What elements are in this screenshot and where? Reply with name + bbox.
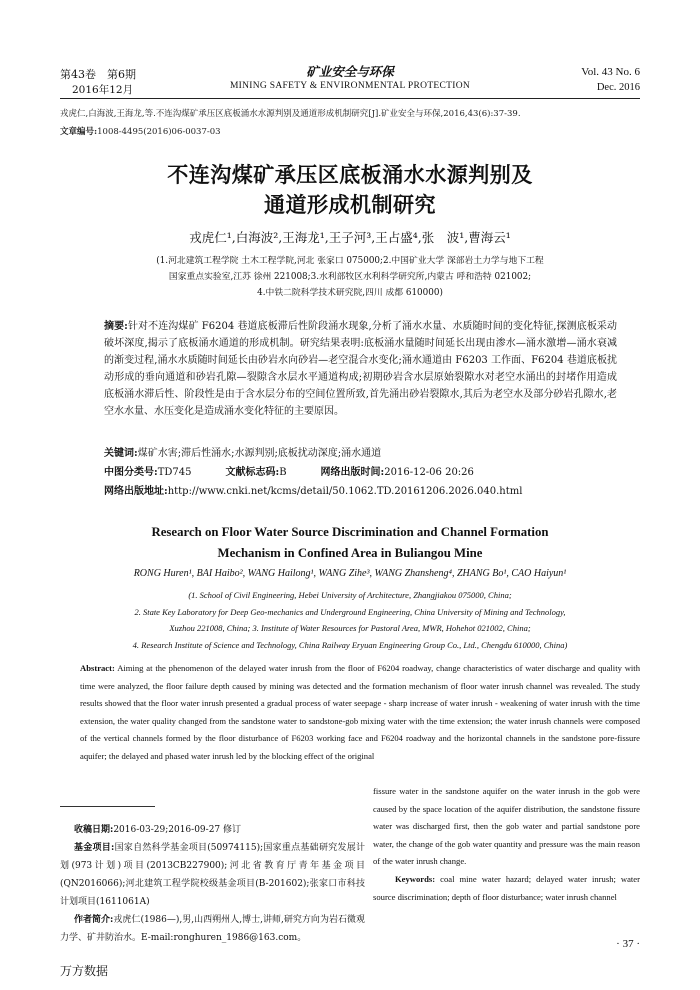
keywords-cn-label: 关键词:: [104, 448, 138, 459]
affiliation-cn-line1: (1.河北建筑工程学院 土木工程学院,河北 张家口 075000;2.中国矿业大学 深部岩土力学与地下工程: [156, 256, 544, 266]
online-url-label: 网络出版地址:: [104, 486, 168, 497]
header-rule: [60, 98, 640, 99]
article-number-value: 1008-4495(2016)06-0037-03: [97, 127, 221, 137]
footnotes: [60, 821, 365, 947]
article-number: [60, 125, 221, 137]
title-cn: [0, 160, 700, 220]
affiliation-cn-line3: 4.中铁二院科学技术研究院,四川 成都 610000): [257, 288, 443, 298]
journal-name-cn: 矿业安全与环保: [306, 64, 394, 79]
author-bio-value: 戎虎仁(1986—),男,山西朔州人,博士,讲师,研究方向为岩石微观力学、矿井防治水。E-mail:ronghuren_1986@163.com。: [60, 915, 366, 943]
abstract-cn-label: 摘要:: [104, 321, 128, 332]
online-time-value: 2016-12-06 20:26: [384, 467, 474, 478]
online-time-label: 网络出版时间:: [320, 467, 385, 478]
date-en: Dec. 2016: [596, 82, 640, 93]
classification-row: [104, 463, 617, 478]
affiliation-en-line3: Xuzhou 221008, China; 3. Institute of Water Resources for Pastoral Area, MWR, Hohehot 021002, China;: [169, 623, 531, 633]
affiliation-en-line4: 4. Research Institute of Science and Technology, China Railway Eryuan Engineering Group Co., Ltd., Chengdu 610000, China): [132, 639, 568, 650]
volume-issue-cn: 第43卷 第6期: [60, 68, 136, 81]
affiliation-en-line1: (1. School of Civil Engineering, Hebei University of Architecture, Zhangjiakou 075000, China;: [188, 590, 512, 600]
online-url-row: [104, 482, 617, 497]
authors-en: RONG Huren¹, BAI Haibo², WANG Hailong¹, WANG Zihe³, WANG Zhansheng⁴, ZHANG Bo¹, CAO Haiyun¹: [133, 568, 567, 579]
footer-brand: 万方数据: [60, 964, 109, 978]
title-cn-line2: 通道形成机制研究: [264, 193, 436, 217]
date-cn: 2016年12月: [72, 84, 134, 96]
clc-label: 中图分类号:: [104, 467, 158, 478]
volume-issue-en: Vol. 43 No. 6: [581, 66, 640, 78]
author-bio-label: 作者简介:: [74, 915, 114, 925]
affiliations-cn: [0, 253, 700, 301]
citation: 戎虎仁,白海波,王海龙,等.不连沟煤矿承压区底板涌水水源判别及通道形成机制研究[J].矿业安全与环保,2016,43(6):37-39.: [60, 109, 521, 119]
keywords-en: [373, 871, 640, 906]
footnote-fund: [60, 839, 365, 911]
abstract-cn-text: 针对不连沟煤矿 F6204 巷道底板滞后性阶段涌水现象,分析了涌水水量、水质随时间的变化特征,探测底板采动破坏深度,揭示了底板涌水通道的形成机制。研究结果表明:底板涌水量随时间延长出现由渗水—涌水激增—涌水衰减的渐变过程,涌水水质随时间延长由砂岩水向砂岩—老空混合水变化;涌水通道由 F6203 工作面、F6204 巷道底板扰动形成的垂向通道和砂岩孔隙—裂隙含水层水平通道构成;初期砂岩含水层原始裂隙水对老空水涌出的封堵作用造成底板涌水滞后性、阶段性是由于含水层分布的空间位置所致,首先涌出砂岩裂隙水,其后为老空水及部分砂岩孔隙水,老空水水量、水压变化是造成涌水变化特征的主要原因。: [104, 321, 617, 417]
doc-code-value: B: [279, 467, 287, 478]
online-url-link[interactable]: http://www.cnki.net/kcms/detail/50.1062.TD.20161206.2026.040.html: [167, 486, 523, 497]
received-label: 收稿日期:: [74, 825, 114, 835]
title-en-line1: Research on Floor Water Source Discrimination and Channel Formation: [151, 525, 549, 539]
abstract-en: [80, 660, 640, 766]
article-number-label: 文章编号:: [60, 127, 98, 137]
footnote-received: [60, 821, 365, 839]
journal-name-en: MINING SAFETY & ENVIRONMENTAL PROTECTION: [229, 81, 471, 91]
abstract-en-continued: fissure water in the sandstone aquifer on the water inrush in the gob were caused by the space location of the aquifer distribution, the sandstone fissure water was discharged first, then the gob water and partial sandstone pore water, the change of the gob water quantity and pressure was the main reason of the water inrush change.: [373, 786, 640, 867]
fund-label: 基金项目:: [74, 843, 115, 853]
clc-value: TD745: [157, 467, 192, 478]
abstract-en-text: Aiming at the phenomenon of the delayed water inrush from the floor of F6204 roadway, change characteristics of water discharge and quality with time were analyzed, the floor failure depth caused by mining was detected and the formation mechanism of floor water inrush channel was revealed. The study results showed that the floor water inrush presented a gradual process of water seepage - sharp increase of water inrush - weakening of water inrush with the time extension, the water quality changed from the sandstone water to sandstone-gob mixing water with the time extension; the water inrush channels were composed of the vertical channels formed by the floor disturbance of F6203 working face and F6204 roadway and the horizontal channels in the sandstone pore-fissure aquifer; the delayed and phased water inrush led by the blocking effect of the original: [80, 663, 640, 761]
affiliations-en: [0, 587, 700, 653]
footnote-rule: [60, 806, 155, 807]
keywords-en-text: coal mine water hazard; delayed water inrush; water source discrimination; depth of floor disturbance; water inrush channel: [373, 874, 640, 902]
keywords-cn-text: 煤矿水害;滞后性涌水;水源判别;底板扰动深度;涌水通道: [137, 448, 382, 459]
footnote-author: [60, 911, 365, 947]
affiliation-cn-line2: 国家重点实验室,江苏 徐州 221008;3.水利部牧区水利科学研究所,内蒙古 呼和浩特 021002;: [168, 272, 532, 282]
keywords-en-label: Keywords:: [395, 874, 436, 884]
doc-code-label: 文献标志码:: [225, 467, 280, 478]
abstract-en-label: Abstract:: [80, 663, 115, 673]
title-cn-line1: 不连沟煤矿承压区底板涌水水源判别及: [167, 163, 533, 187]
keywords-cn: [104, 444, 617, 459]
title-en-line2: Mechanism in Confined Area in Buliangou Mine: [217, 546, 483, 560]
title-en: [0, 522, 700, 564]
fund-value: 国家自然科学基金项目(50974115);国家重点基础研究发展计划(973计划)项目(2013CB227900);河北省教育厅青年基金项目(QN2016066);河北建筑工程学院校级基金项目(B-201602);张家口市科技计划项目(1611061A): [60, 843, 365, 907]
authors-cn: 戎虎仁¹,白海波²,王海龙¹,王子河³,王占盛⁴,张 波¹,曹海云¹: [189, 230, 511, 245]
page-number: · 37 ·: [616, 938, 640, 950]
received-value: 2016-03-29;2016-09-27 修订: [113, 825, 242, 835]
abstract-cn: [104, 318, 617, 420]
affiliation-en-line2: 2. State Key Laboratory for Deep Geo-mechanics and Underground Engineering, China University of Mining and Technology,: [134, 606, 566, 617]
